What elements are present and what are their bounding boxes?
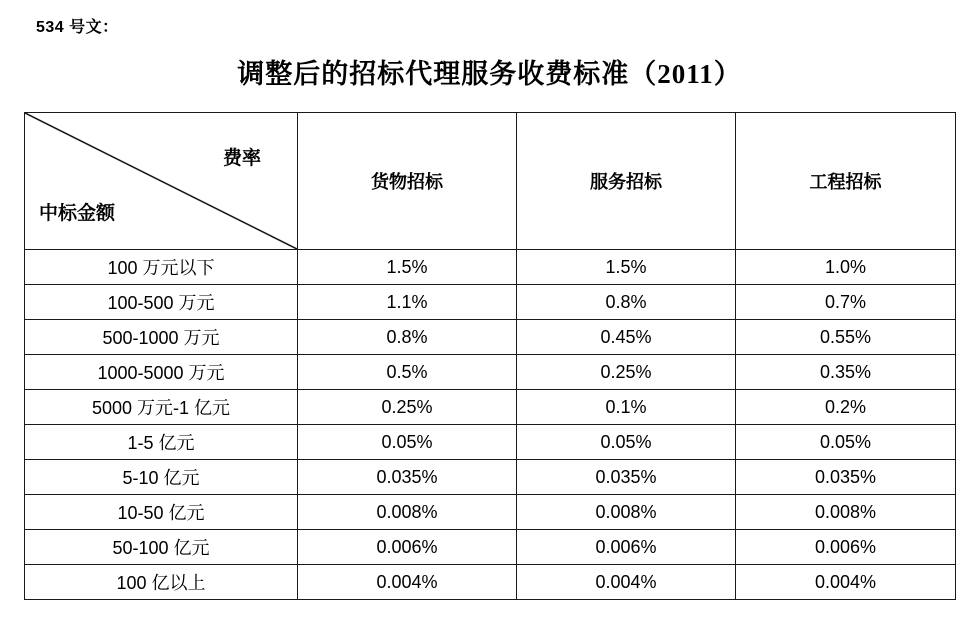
row-label: 1-5 亿元: [25, 425, 298, 460]
cell-goods: 0.004%: [298, 565, 517, 600]
fee-standard-table-wrapper: [24, 112, 955, 600]
cell-service: 0.1%: [517, 390, 736, 425]
cell-service: 0.008%: [517, 495, 736, 530]
table-corner-cell: [25, 113, 298, 250]
table-row: [25, 355, 956, 390]
table-row: [25, 495, 956, 530]
diagonal-divider-icon: [25, 113, 297, 249]
cell-service: 0.004%: [517, 565, 736, 600]
cell-service: 0.006%: [517, 530, 736, 565]
table-row: [25, 425, 956, 460]
cell-goods: 1.1%: [298, 285, 517, 320]
table-row: [25, 320, 956, 355]
corner-rate-label: 费率: [222, 148, 261, 169]
row-label: 5-10 亿元: [25, 460, 298, 495]
table-header-row: [25, 113, 956, 250]
row-label: 500-1000 万元: [25, 320, 298, 355]
corner-amount-label: 中标金额: [39, 203, 116, 224]
table-row: [25, 530, 956, 565]
column-header-goods: 货物招标: [298, 113, 517, 250]
row-label: 100 万元以下: [25, 250, 298, 285]
document-note: 534 号文：: [36, 19, 119, 36]
cell-engineering: 0.05%: [736, 425, 956, 460]
cell-service: 0.25%: [517, 355, 736, 390]
table-row: [25, 390, 956, 425]
row-label: 10-50 亿元: [25, 495, 298, 530]
column-header-engineering: 工程招标: [736, 113, 956, 250]
table-row: [25, 250, 956, 285]
table-row: [25, 565, 956, 600]
cell-service: 0.8%: [517, 285, 736, 320]
cell-engineering: 0.006%: [736, 530, 956, 565]
cell-engineering: 1.0%: [736, 250, 956, 285]
cell-engineering: 0.008%: [736, 495, 956, 530]
column-header-service: 服务招标: [517, 113, 736, 250]
cell-service: 0.45%: [517, 320, 736, 355]
row-label: 100-500 万元: [25, 285, 298, 320]
cell-service: 0.05%: [517, 425, 736, 460]
row-label: 50-100 亿元: [25, 530, 298, 565]
cell-goods: 1.5%: [298, 250, 517, 285]
cell-engineering: 0.004%: [736, 565, 956, 600]
fee-standard-table: [24, 112, 956, 600]
cell-engineering: 0.55%: [736, 320, 956, 355]
cell-goods: 0.05%: [298, 425, 517, 460]
row-label: 5000 万元-1 亿元: [25, 390, 298, 425]
row-label: 1000-5000 万元: [25, 355, 298, 390]
cell-engineering: 0.2%: [736, 390, 956, 425]
cell-service: 0.035%: [517, 460, 736, 495]
cell-goods: 0.5%: [298, 355, 517, 390]
table-row: [25, 460, 956, 495]
row-label: 100 亿以上: [25, 565, 298, 600]
cell-engineering: 0.7%: [736, 285, 956, 320]
page-title: 调整后的招标代理服务收费标准（2011）: [237, 59, 742, 89]
cell-goods: 0.8%: [298, 320, 517, 355]
cell-goods: 0.006%: [298, 530, 517, 565]
cell-engineering: 0.35%: [736, 355, 956, 390]
cell-service: 1.5%: [517, 250, 736, 285]
cell-goods: 0.008%: [298, 495, 517, 530]
table-row: [25, 285, 956, 320]
cell-goods: 0.25%: [298, 390, 517, 425]
cell-engineering: 0.035%: [736, 460, 956, 495]
cell-goods: 0.035%: [298, 460, 517, 495]
